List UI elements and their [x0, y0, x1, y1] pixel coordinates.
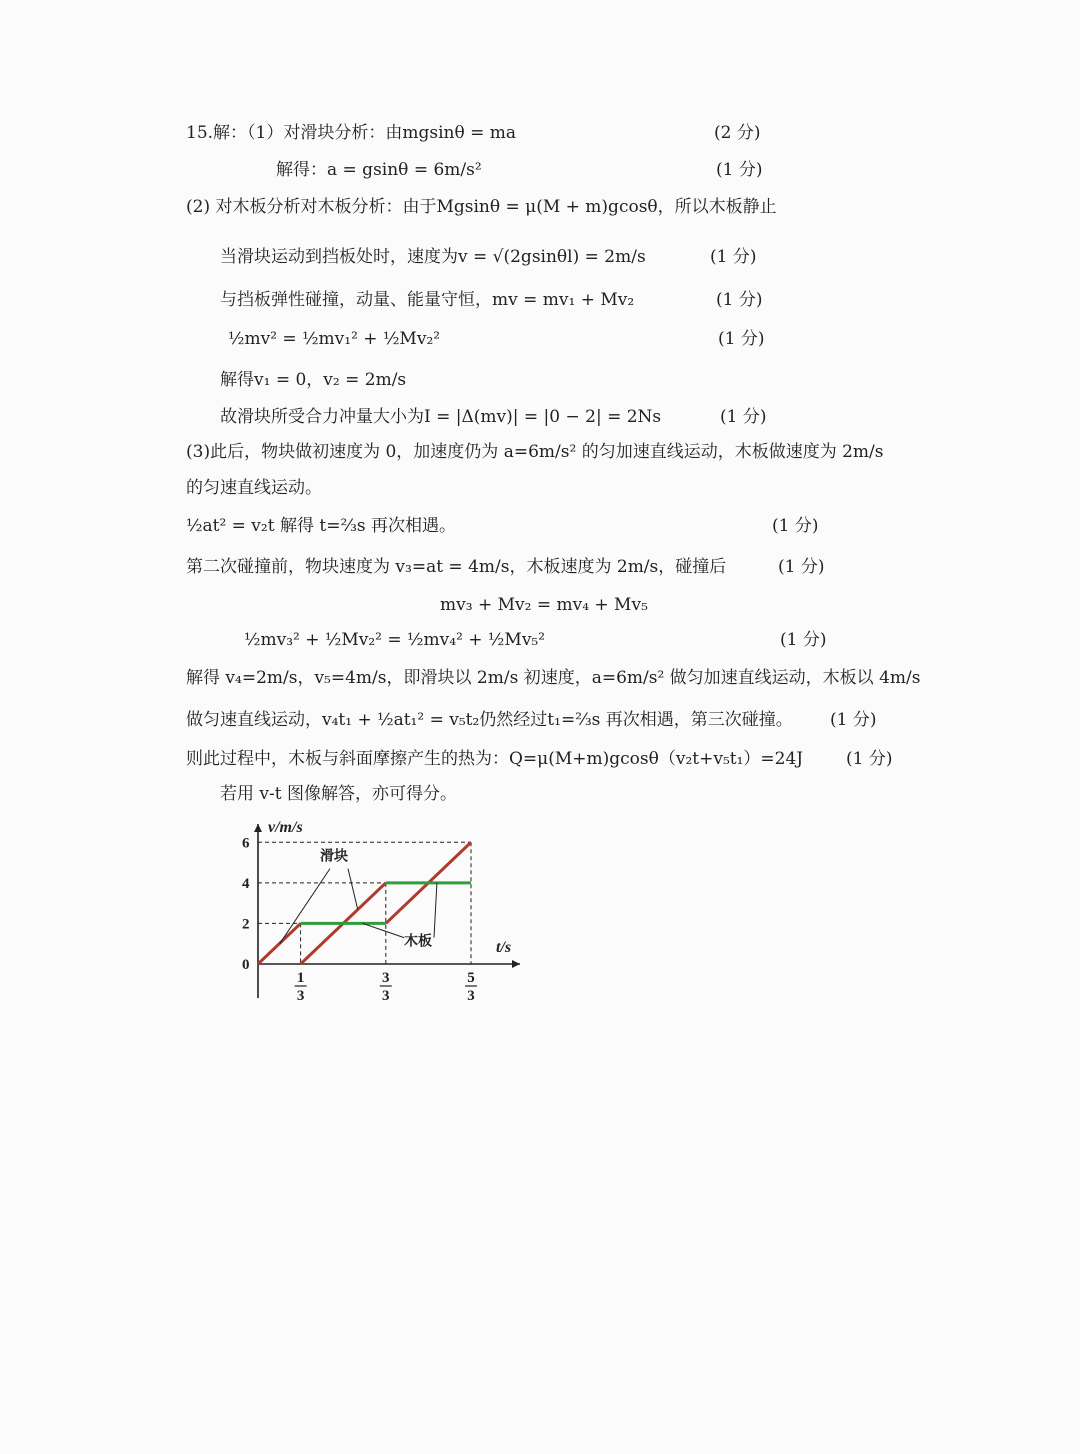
score-6: (1 分) [720, 407, 767, 427]
y-tick-label: 0 [242, 957, 250, 973]
y-axis-arrow [254, 824, 262, 832]
score-4: (1 分) [716, 290, 763, 310]
line-part2: (2) 对木板分析对木板分析：由于Mgsinθ = μ(M + m)gcosθ，所以木板静止 [186, 197, 777, 217]
x-tick-numerator: 1 [296, 970, 305, 986]
y-tick-label: 6 [242, 835, 250, 852]
line-meet: ½at² = v₂t 解得 t=⅔s 再次相遇。 [186, 516, 457, 536]
y-tick-label: 4 [242, 875, 250, 892]
line-part3-cont: 的匀速直线运动。 [186, 478, 322, 498]
line-energy: ½mv² = ½mv₁² + ½Mv₂² [228, 329, 441, 349]
vt-chart [236, 812, 536, 1002]
score-5: (1 分) [718, 329, 765, 349]
line-momentum: 与挡板弹性碰撞，动量、能量守恒，mv = mv₁ + Mv₂ [220, 290, 635, 310]
y-tick-label: 2 [242, 916, 250, 933]
label-board: 木板 [404, 933, 432, 950]
x-tick-denominator: 3 [296, 988, 305, 1002]
leader-slider-1 [280, 869, 330, 944]
score-1: (2 分) [714, 123, 761, 143]
score-10: (1 分) [830, 710, 877, 730]
line-part3: (3)此后，物块做初速度为 0，加速度仍为 a=6m/s² 的匀加速直线运动，木板做速度为 2m/s [186, 442, 884, 462]
x-tick-numerator: 5 [467, 970, 475, 986]
x-tick-numerator: 3 [382, 970, 390, 986]
slider-segment-0 [258, 923, 301, 964]
x-axis-label: t/s [496, 939, 512, 956]
line-heat: 则此过程中，木板与斜面摩擦产生的热为：Q=μ(M+m)gcosθ（v₂t+v₅t₁）=24J [186, 749, 804, 769]
line-third-collision: 做匀速直线运动，v₄t₁ + ½at₁² = v₅t₂仍然经过t₁=⅔s 再次相遇，第三次碰撞。 [186, 710, 793, 730]
leader-slider-2 [348, 869, 358, 910]
x-tick-denominator: 3 [382, 988, 390, 1002]
x-axis-arrow [512, 960, 520, 968]
leader-board-2 [434, 883, 437, 938]
line-q15-title: 15.解：（1）对滑块分析：由mgsinθ = ma [186, 123, 517, 143]
score-3: (1 分) [710, 247, 757, 267]
score-2: (1 分) [716, 160, 763, 180]
line-impulse: 故滑块所受合力冲量大小为I = |Δ(mv)| = |0 − 2| = 2Ns [220, 407, 662, 427]
x-tick-denominator: 3 [467, 988, 475, 1002]
score-7: (1 分) [772, 516, 819, 536]
line-energy-2: ½mv₃² + ½Mv₂² = ½mv₄² + ½Mv₅² [244, 630, 546, 650]
leader-board-1 [363, 923, 404, 937]
line-solve-v45: 解得 v₄=2m/s，v₅=4m/s，即滑块以 2m/s 初速度，a=6m/s² 做匀加速直线运动，木板以 4m/s [186, 668, 921, 688]
score-8: (1 分) [778, 557, 825, 577]
line-vt-note: 若用 v-t 图像解答，亦可得分。 [220, 784, 457, 804]
line-solve-a: 解得：a = gsinθ = 6m/s² [276, 160, 482, 180]
score-9: (1 分) [780, 630, 827, 650]
line-momentum-2: mv₃ + Mv₂ = mv₄ + Mv₅ [440, 595, 648, 615]
label-slider: 滑块 [320, 848, 348, 865]
line-velocity: 当滑块运动到挡板处时，速度为v = √(2gsinθl) = 2m/s [220, 247, 646, 267]
line-solve-v: 解得v₁ = 0，v₂ = 2m/s [220, 370, 407, 390]
y-axis-label: v/m/s [268, 819, 303, 836]
line-second-collision: 第二次碰撞前，物块速度为 v₃=at = 4m/s，木板速度为 2m/s，碰撞后 [186, 557, 727, 577]
score-11: (1 分) [846, 749, 893, 769]
